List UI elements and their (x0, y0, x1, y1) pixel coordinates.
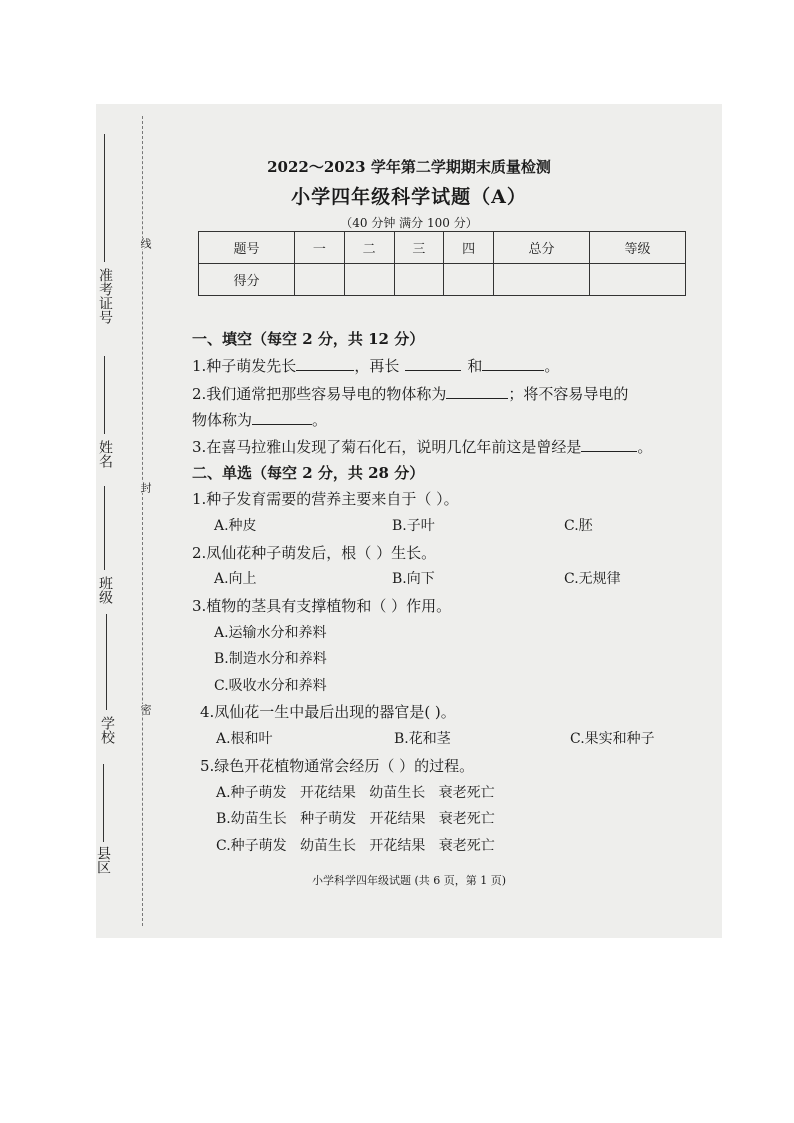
choice-question-3: 3.植物的茎具有支撑植物和（ ）作用。 (192, 597, 452, 615)
choice-question-1: 1.种子发育需要的营养主要来自于（ ）。 (192, 490, 459, 508)
choice-option[interactable]: A.种皮 (214, 518, 257, 534)
choice-option[interactable]: A.向上 (214, 571, 257, 587)
answer-blank[interactable] (581, 437, 637, 452)
score-header-cell: 四 (444, 232, 494, 264)
binding-mark-xian: 线 (139, 238, 152, 249)
choice-option[interactable]: B.向下 (392, 571, 435, 587)
score-cell[interactable] (344, 264, 394, 296)
choice-option[interactable]: A.根和叶 (216, 731, 273, 747)
score-table (198, 231, 686, 296)
fill-question-1: 1.种子萌发先长 ，再长 和 。 (192, 357, 560, 375)
answer-blank[interactable] (296, 356, 354, 371)
choice-option[interactable]: C.果实和种子 (570, 731, 655, 747)
score-table-score-row (199, 264, 686, 296)
score-header-cell: 一 (294, 232, 344, 264)
score-cell[interactable] (444, 264, 494, 296)
choice-question-4: 4.凤仙花一生中最后出现的器官是( )。 (200, 703, 456, 721)
fill-question-3: 3.在喜马拉雅山发现了菊石化石，说明几亿年前这是曾经是 。 (192, 438, 653, 456)
score-header-cell: 等级 (590, 232, 686, 264)
answer-blank[interactable] (252, 410, 312, 425)
binding-label-name: 姓名 (97, 440, 113, 468)
choice-option[interactable]: B.制造水分和养料 (214, 651, 327, 667)
choice-question-5: 5.绿色开花植物通常会经历（ ）的过程。 (200, 757, 475, 775)
score-cell[interactable] (294, 264, 344, 296)
choice-option[interactable]: A.运输水分和养料 (214, 625, 327, 641)
binding-label-county: 县区 (95, 846, 111, 874)
score-cell[interactable] (494, 264, 590, 296)
score-header-cell: 题号 (199, 232, 295, 264)
score-cell[interactable] (590, 264, 686, 296)
county-field (103, 764, 104, 842)
name-field (104, 356, 105, 434)
binding-label-exam-no: 准考证号 (97, 268, 113, 324)
score-header-cell: 总分 (494, 232, 590, 264)
fill-question-2: 2.我们通常把那些容易导电的物体称为 ；将不容易导电的 (192, 385, 629, 403)
exam-paper (96, 104, 722, 938)
score-row-label: 得分 (199, 264, 295, 296)
school-field (106, 614, 107, 710)
fill-question-2-cont: 物体称为 。 (192, 411, 328, 429)
choice-option[interactable]: C.无规律 (564, 571, 621, 587)
choice-option[interactable]: C.胚 (564, 518, 593, 534)
choice-option[interactable]: C.种子萌发 幼苗生长 开花结果 衰老死亡 (216, 838, 495, 854)
section2-title: 二、单选（每空 2 分，共 28 分） (192, 464, 425, 482)
score-header-cell: 三 (394, 232, 444, 264)
answer-blank[interactable] (446, 384, 508, 399)
binding-label-school: 学校 (99, 716, 115, 744)
binding-label-class: 班级 (97, 576, 113, 604)
section1-title: 一、填空（每空 2 分，共 12 分） (192, 330, 425, 348)
choice-option[interactable]: A.种子萌发 开花结果 幼苗生长 衰老死亡 (216, 785, 495, 801)
choice-option[interactable]: B.花和茎 (394, 731, 451, 747)
score-cell[interactable] (394, 264, 444, 296)
answer-blank[interactable] (482, 356, 544, 371)
choice-option[interactable]: C.吸收水分和养料 (214, 678, 327, 694)
choice-option[interactable]: B.幼苗生长 种子萌发 开花结果 衰老死亡 (216, 811, 495, 827)
binding-mark-mi: 密 (139, 704, 152, 715)
binding-mark-feng: 封 (139, 482, 152, 493)
answer-blank[interactable] (405, 356, 461, 371)
choice-question-2: 2.凤仙花种子萌发后，根（ ）生长。 (192, 544, 437, 562)
class-field (104, 486, 105, 570)
choice-option[interactable]: B.子叶 (392, 518, 435, 534)
page-footer: 小学科学四年级试题 (共 6 页，第 1 页) (311, 874, 507, 887)
exam-title-subject: 小学四年级科学试题（A） (291, 186, 527, 208)
exam-title-term: 2022～2023 学年第二学期期末质量检测 (267, 158, 551, 176)
exam-duration: （40 分钟 满分 100 分） (340, 216, 478, 230)
score-table-header-row (199, 232, 686, 264)
score-header-cell: 二 (344, 232, 394, 264)
